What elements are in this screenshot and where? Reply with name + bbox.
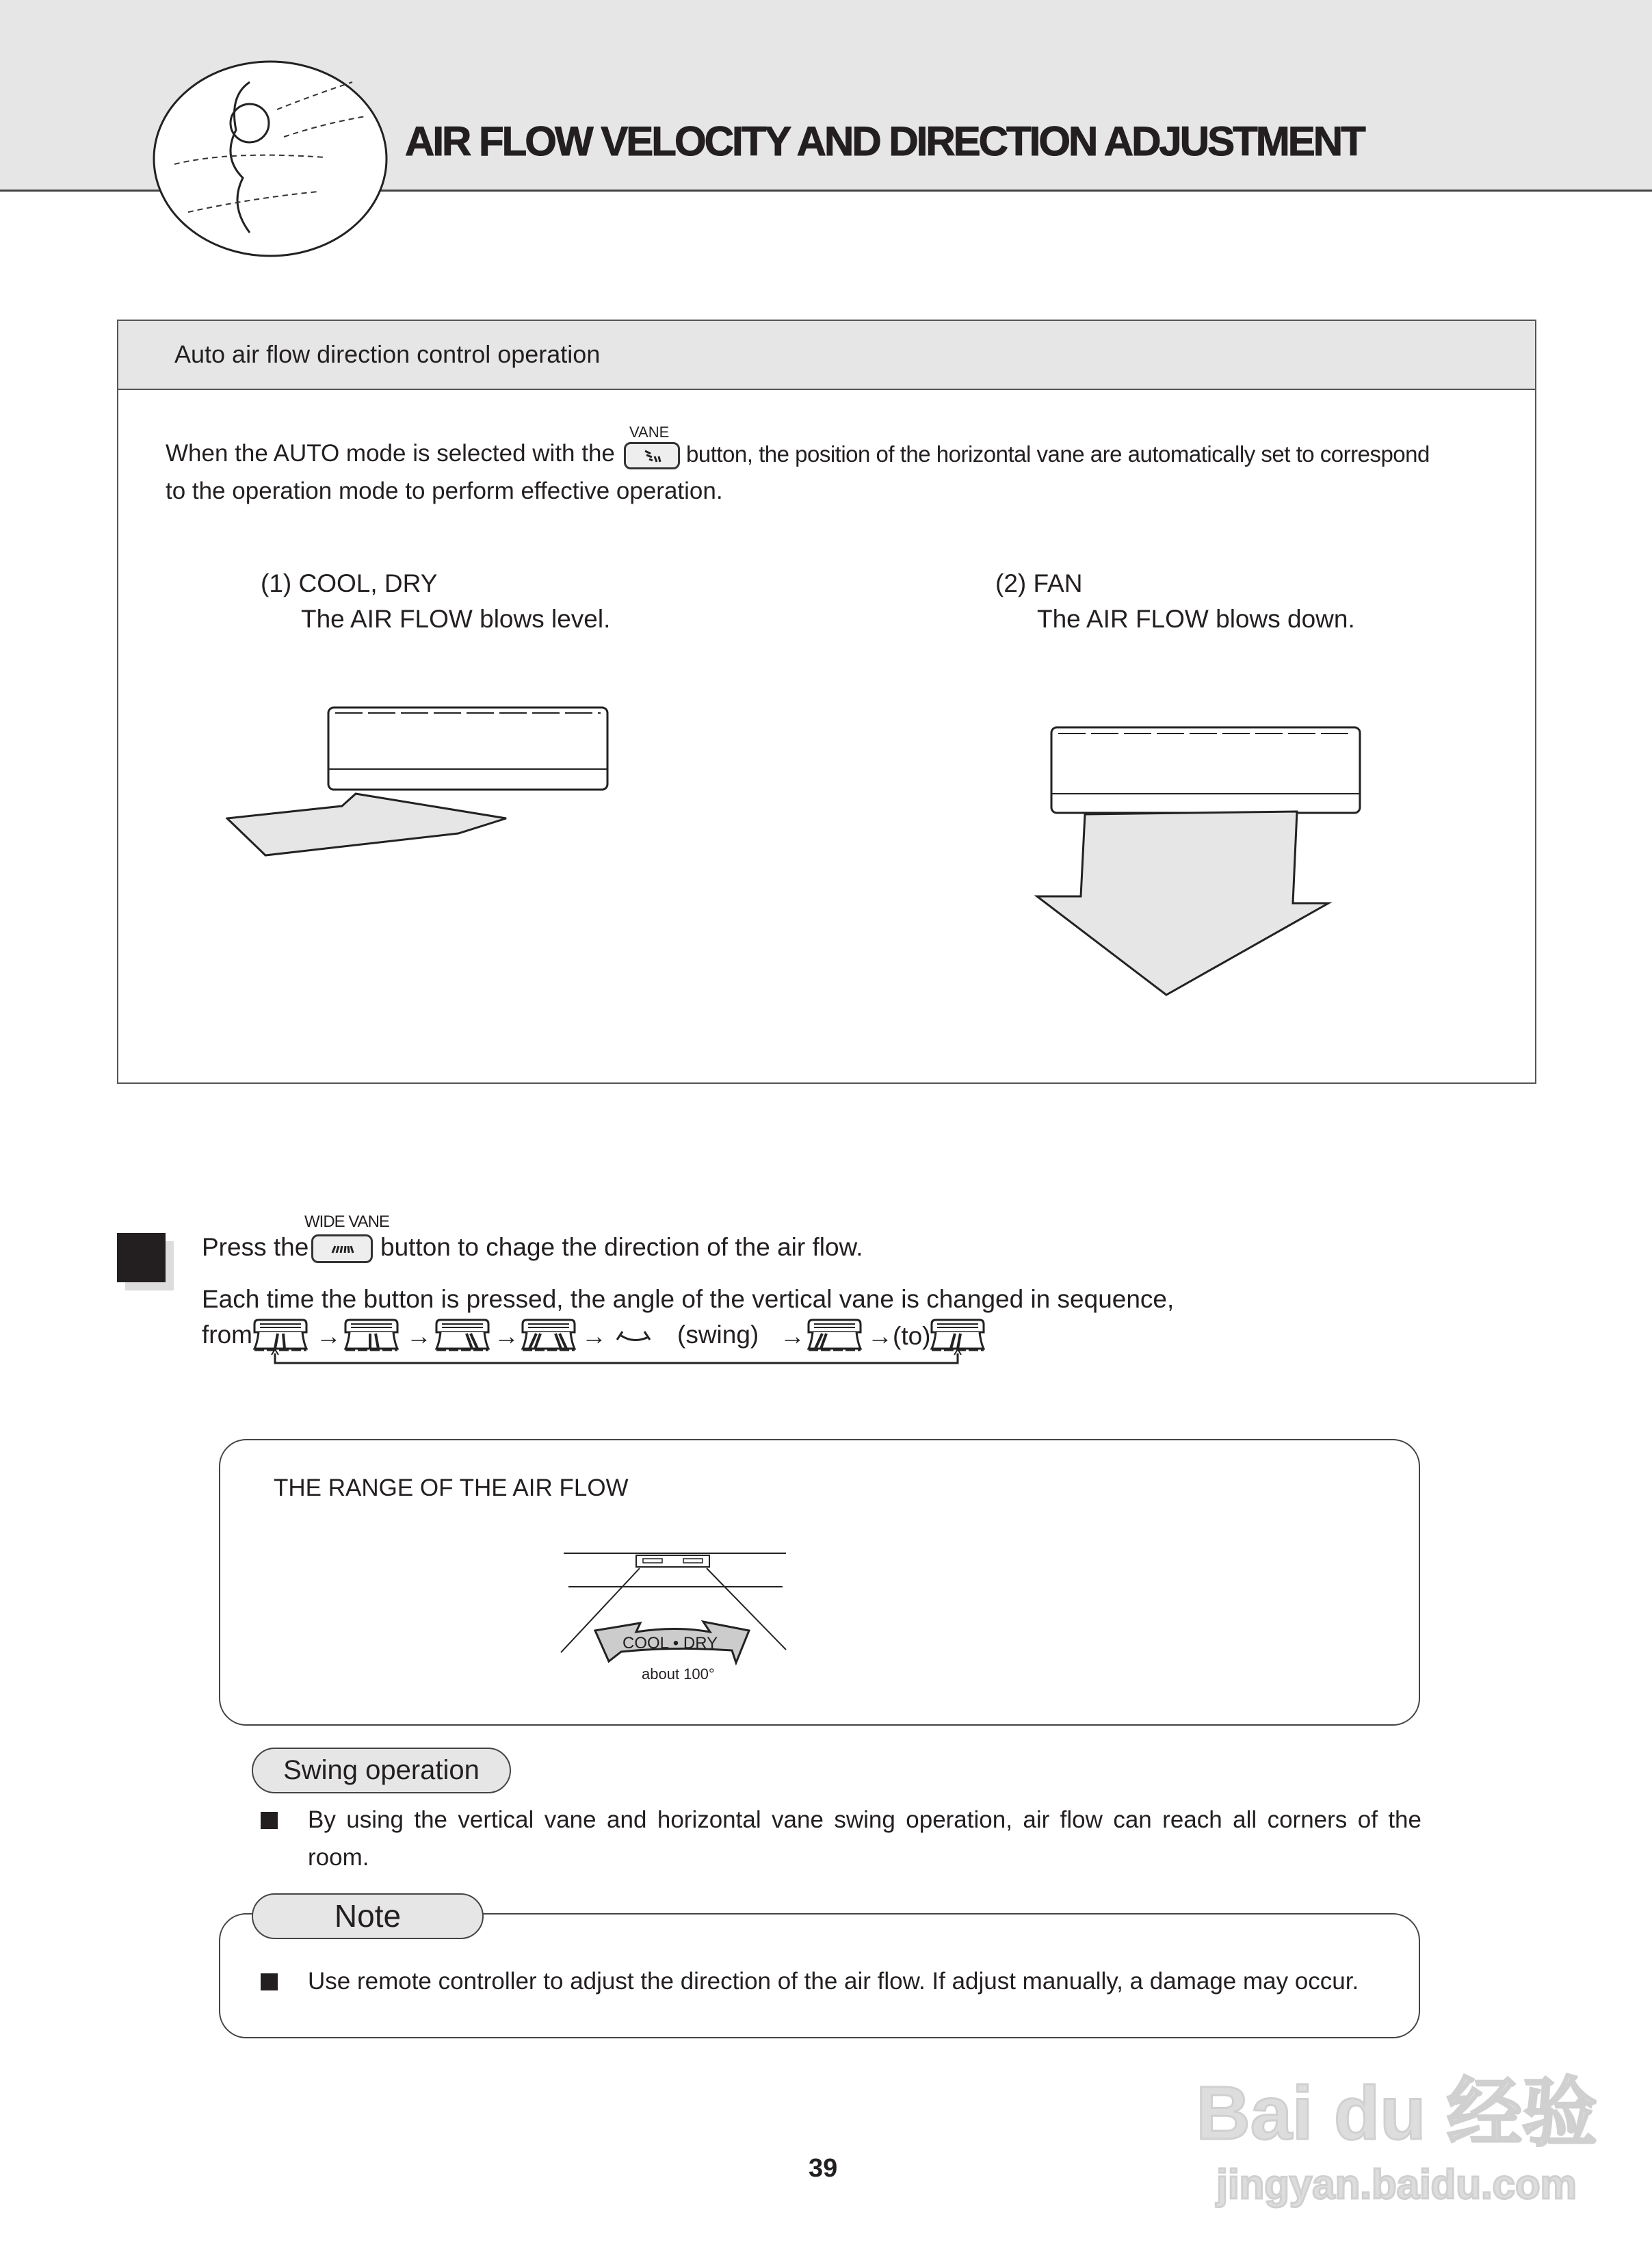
- vane-button-label: VANE: [629, 424, 670, 441]
- ac-unit-down-flow-illustration: [1033, 718, 1375, 1006]
- watermark-brand: Bai du 经验: [1196, 2071, 1597, 2155]
- watermark-url: jingyan.baidu.com: [1216, 2162, 1577, 2207]
- case1-desc: The AIR FLOW blows level.: [301, 605, 611, 633]
- range-arc-label: COOL • DRY: [622, 1634, 718, 1652]
- illustration-logo: [147, 55, 393, 267]
- section-heading-band: [118, 321, 1535, 390]
- page-number: 39: [809, 2154, 838, 2183]
- vane-icon: [626, 444, 678, 467]
- cycle-return-line: [270, 1348, 965, 1368]
- case1-title: (1) COOL, DRY: [261, 569, 438, 597]
- sequence-arrow: →: [581, 1322, 607, 1350]
- note-pill: [252, 1893, 484, 1939]
- sequence-arrow: →: [780, 1322, 805, 1350]
- sequence-arrow: →: [316, 1322, 341, 1350]
- note-text: Use remote controller to adjust the direction of the air flow. If adjust manually, a damage may occur.: [308, 1968, 1359, 1995]
- case2-desc: The AIR FLOW blows down.: [1037, 605, 1355, 633]
- wide-vane-icon: [313, 1236, 371, 1261]
- range-title: THE RANGE OF THE AIR FLOW: [274, 1475, 629, 1501]
- auto-paragraph-line1b: button, the position of the horizontal vane are automatically set to correspond: [686, 441, 1430, 467]
- page-title: AIR FLOW VELOCITY AND DIRECTION ADJUSTMENT: [405, 118, 1364, 164]
- sequence-arrow: →: [494, 1322, 519, 1350]
- press-text-b: button to chage the direction of the air flow.: [380, 1233, 863, 1261]
- baidu-watermark: [1196, 2053, 1597, 2208]
- bullet: [261, 1973, 278, 1990]
- wide-vane-button-label: WIDE VANE: [304, 1212, 389, 1231]
- each-time-text: Each time the button is pressed, the angle of the vertical vane is changed in sequence,: [202, 1285, 1175, 1313]
- to-label: →(to): [867, 1322, 931, 1350]
- sequence-arrow: →: [406, 1322, 432, 1350]
- swing-text-line2: room.: [308, 1844, 369, 1871]
- press-text-a: Press the: [202, 1233, 309, 1261]
- from-label: from: [202, 1321, 252, 1349]
- vane-button[interactable]: [624, 442, 680, 469]
- range-angle: about 100°: [642, 1665, 715, 1683]
- swing-operation-label: Swing operation: [283, 1755, 480, 1785]
- bullet: [261, 1812, 278, 1829]
- swing-label: (swing): [677, 1321, 759, 1349]
- case2-title: (2) FAN: [995, 569, 1083, 597]
- swing-operation-pill: [252, 1748, 511, 1793]
- wide-vane-button[interactable]: [311, 1234, 373, 1263]
- ac-unit-level-flow-illustration: [226, 698, 622, 862]
- auto-paragraph-line1a: When the AUTO mode is selected with the: [166, 440, 615, 467]
- step-marker: [117, 1233, 166, 1282]
- note-label: Note: [334, 1898, 402, 1934]
- swing-icon: [614, 1326, 655, 1347]
- swing-text-line1: By using the vertical vane and horizontal vane swing operation, air flow can reach all corners of the: [308, 1806, 1421, 1833]
- auto-paragraph-line2: to the operation mode to perform effective operation.: [166, 478, 723, 504]
- section-heading: Auto air flow direction control operation: [174, 340, 601, 368]
